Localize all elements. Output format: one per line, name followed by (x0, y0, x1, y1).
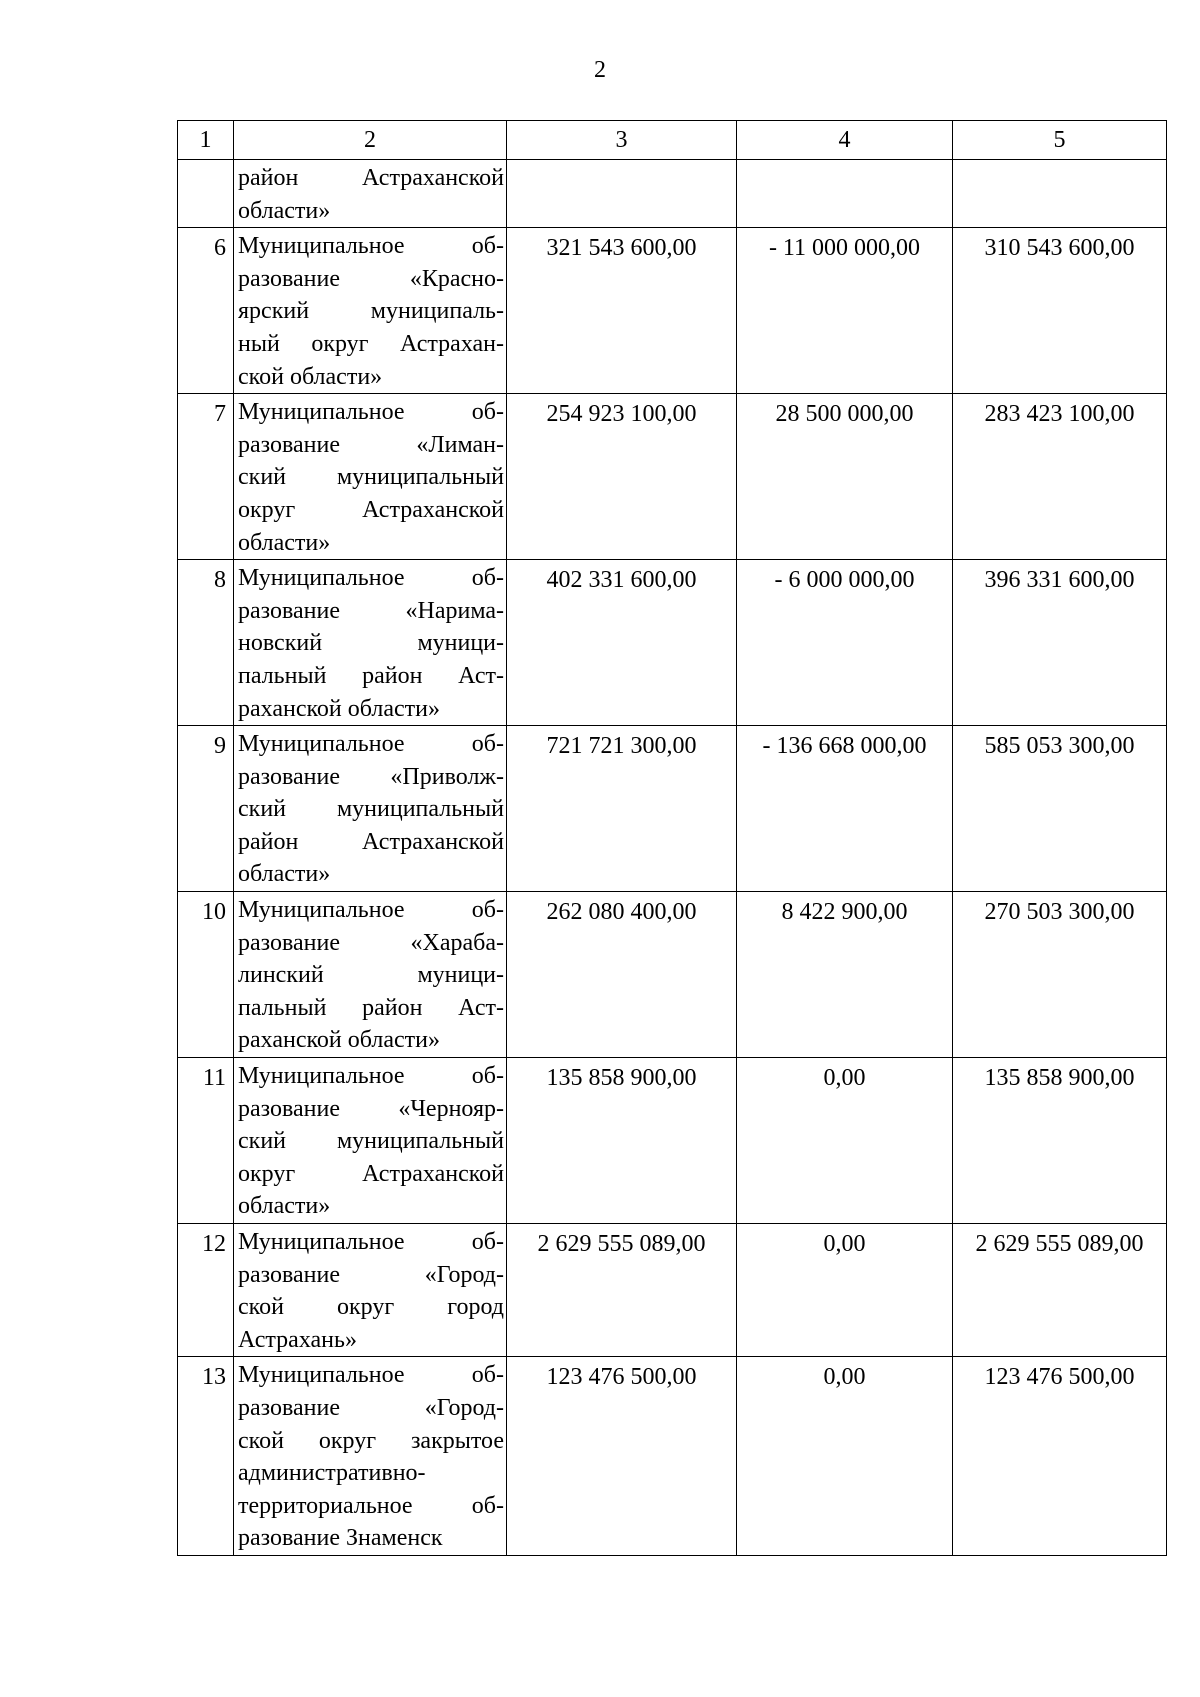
page-number: 2 (594, 57, 606, 83)
amount-cell-col5: 2 629 555 089,00 (953, 1224, 1167, 1357)
municipality-name-cell (234, 1058, 507, 1224)
amount-cell-col4: 8 422 900,00 (737, 892, 953, 1058)
table-row (178, 1058, 1167, 1224)
amount-cell-col3: 321 543 600,00 (507, 228, 737, 394)
row-number-cell (178, 160, 234, 228)
amount-cell-col5: 283 423 100,00 (953, 394, 1167, 560)
municipality-name-line: ный округ Астрахан- (238, 330, 504, 357)
municipality-name-line: пальный район Аст- (238, 994, 504, 1021)
amount-cell-col5 (953, 160, 1167, 228)
amount-cell-col5: 135 858 900,00 (953, 1058, 1167, 1224)
municipality-name-line: Муниципальное об- (238, 897, 504, 924)
municipality-name-line: области» (238, 1193, 331, 1220)
table-row (178, 726, 1167, 892)
municipality-name-line: Муниципальное об- (238, 731, 504, 758)
municipality-name-line: Муниципальное об- (238, 565, 504, 592)
municipality-name-cell (234, 228, 507, 394)
row-number-cell: 10 (178, 892, 234, 1058)
municipality-name-line: ской округ закрытое (238, 1427, 504, 1454)
municipality-name-line: Муниципальное об- (238, 1362, 504, 1389)
municipality-name-line: район Астраханской (238, 165, 504, 191)
municipality-name-line: Муниципальное об- (238, 233, 504, 260)
amount-cell-col4: - 6 000 000,00 (737, 560, 953, 726)
municipality-name-line: разование «Приволж- (238, 763, 504, 790)
row-number-cell: 7 (178, 394, 234, 560)
amount-cell-col4: 0,00 (737, 1224, 953, 1357)
municipality-name-cell (234, 160, 507, 228)
amount-cell-col5: 585 053 300,00 (953, 726, 1167, 892)
row-number-cell: 9 (178, 726, 234, 892)
municipality-name-line: ярский муниципаль- (238, 298, 504, 325)
header-cell-3: 3 (507, 121, 737, 160)
municipality-name-line: округ Астраханской (238, 1160, 504, 1187)
municipality-name-line: разование «Лиман- (238, 431, 504, 458)
amount-cell-col4: 0,00 (737, 1058, 953, 1224)
municipality-name-line: новский муници- (238, 630, 504, 657)
municipality-name-line: области» (238, 861, 331, 888)
municipality-name-line: ский муниципальный (238, 796, 504, 823)
municipality-name-line: административно- (238, 1460, 426, 1487)
municipality-name-line: пальный район Аст- (238, 662, 504, 689)
amount-cell-col5: 396 331 600,00 (953, 560, 1167, 726)
header-cell-2: 2 (234, 121, 507, 160)
municipality-name-cell (234, 394, 507, 560)
header-cell-5: 5 (953, 121, 1167, 160)
municipality-name-line: Астрахань» (238, 1326, 357, 1353)
table-row (178, 892, 1167, 1058)
amount-cell-col3: 2 629 555 089,00 (507, 1224, 737, 1357)
municipality-name-line: ский муниципальный (238, 1128, 504, 1155)
table-row (178, 160, 1167, 228)
municipality-name-cell (234, 726, 507, 892)
municipality-name-line: раханской области» (238, 695, 440, 722)
municipality-name-cell (234, 1224, 507, 1357)
header-row (178, 121, 1167, 160)
row-number-cell: 11 (178, 1058, 234, 1224)
amount-cell-col5: 270 503 300,00 (953, 892, 1167, 1058)
table-header (178, 121, 1167, 160)
municipality-name-line: раханской области» (238, 1027, 440, 1054)
municipality-name-line: территориальное об- (238, 1492, 504, 1519)
municipality-name-line: ской области» (238, 363, 383, 390)
amount-cell-col3: 262 080 400,00 (507, 892, 737, 1058)
municipality-name-cell (234, 1357, 507, 1556)
municipality-name-line: ский муниципальный (238, 464, 504, 491)
municipality-name-line: округ Астраханской (238, 496, 504, 523)
amount-cell-col4: - 11 000 000,00 (737, 228, 953, 394)
municipality-name-line: Муниципальное об- (238, 399, 504, 426)
table-row (178, 1224, 1167, 1357)
amount-cell-col5: 310 543 600,00 (953, 228, 1167, 394)
municipality-name-line: линский муници- (238, 962, 504, 989)
amount-cell-col3: 254 923 100,00 (507, 394, 737, 560)
municipality-name-line: Муниципальное об- (238, 1229, 504, 1255)
amount-cell-col3: 721 721 300,00 (507, 726, 737, 892)
municipality-name-line: разование «Чернояр- (238, 1095, 504, 1122)
amount-cell-col3: 402 331 600,00 (507, 560, 737, 726)
municipality-name-cell (234, 892, 507, 1058)
municipality-name-line: области» (238, 197, 331, 224)
table-row (178, 560, 1167, 726)
amount-cell-col4 (737, 160, 953, 228)
row-number-cell: 6 (178, 228, 234, 394)
municipality-name-line: разование «Нарима- (238, 597, 504, 624)
row-number-cell: 13 (178, 1357, 234, 1556)
row-number-cell: 12 (178, 1224, 234, 1357)
municipality-name-line: разование «Город- (238, 1394, 504, 1421)
header-cell-1: 1 (178, 121, 234, 160)
amount-cell-col3: 123 476 500,00 (507, 1357, 737, 1556)
table-row (178, 1357, 1167, 1556)
table-body (178, 160, 1167, 1556)
amount-cell-col3: 135 858 900,00 (507, 1058, 737, 1224)
amount-cell-col5: 123 476 500,00 (953, 1357, 1167, 1556)
municipality-name-line: район Астраханской (238, 828, 504, 855)
amount-cell-col3 (507, 160, 737, 228)
municipality-name-line: разование «Город- (238, 1261, 504, 1288)
amount-cell-col4: 28 500 000,00 (737, 394, 953, 560)
table-row (178, 228, 1167, 394)
municipality-name-line: ской округ город (238, 1294, 504, 1321)
municipality-name-cell (234, 560, 507, 726)
municipality-name-line: области» (238, 529, 331, 556)
header-cell-4: 4 (737, 121, 953, 160)
budget-table (177, 120, 1167, 1556)
table-row (178, 394, 1167, 560)
municipality-name-line: разование Знаменск (238, 1525, 443, 1552)
municipality-name-line: разование «Хараба- (238, 929, 504, 956)
municipality-name-line: Муниципальное об- (238, 1063, 504, 1090)
amount-cell-col4: 0,00 (737, 1357, 953, 1556)
municipality-name-line: разование «Красно- (238, 265, 504, 292)
row-number-cell: 8 (178, 560, 234, 726)
amount-cell-col4: - 136 668 000,00 (737, 726, 953, 892)
